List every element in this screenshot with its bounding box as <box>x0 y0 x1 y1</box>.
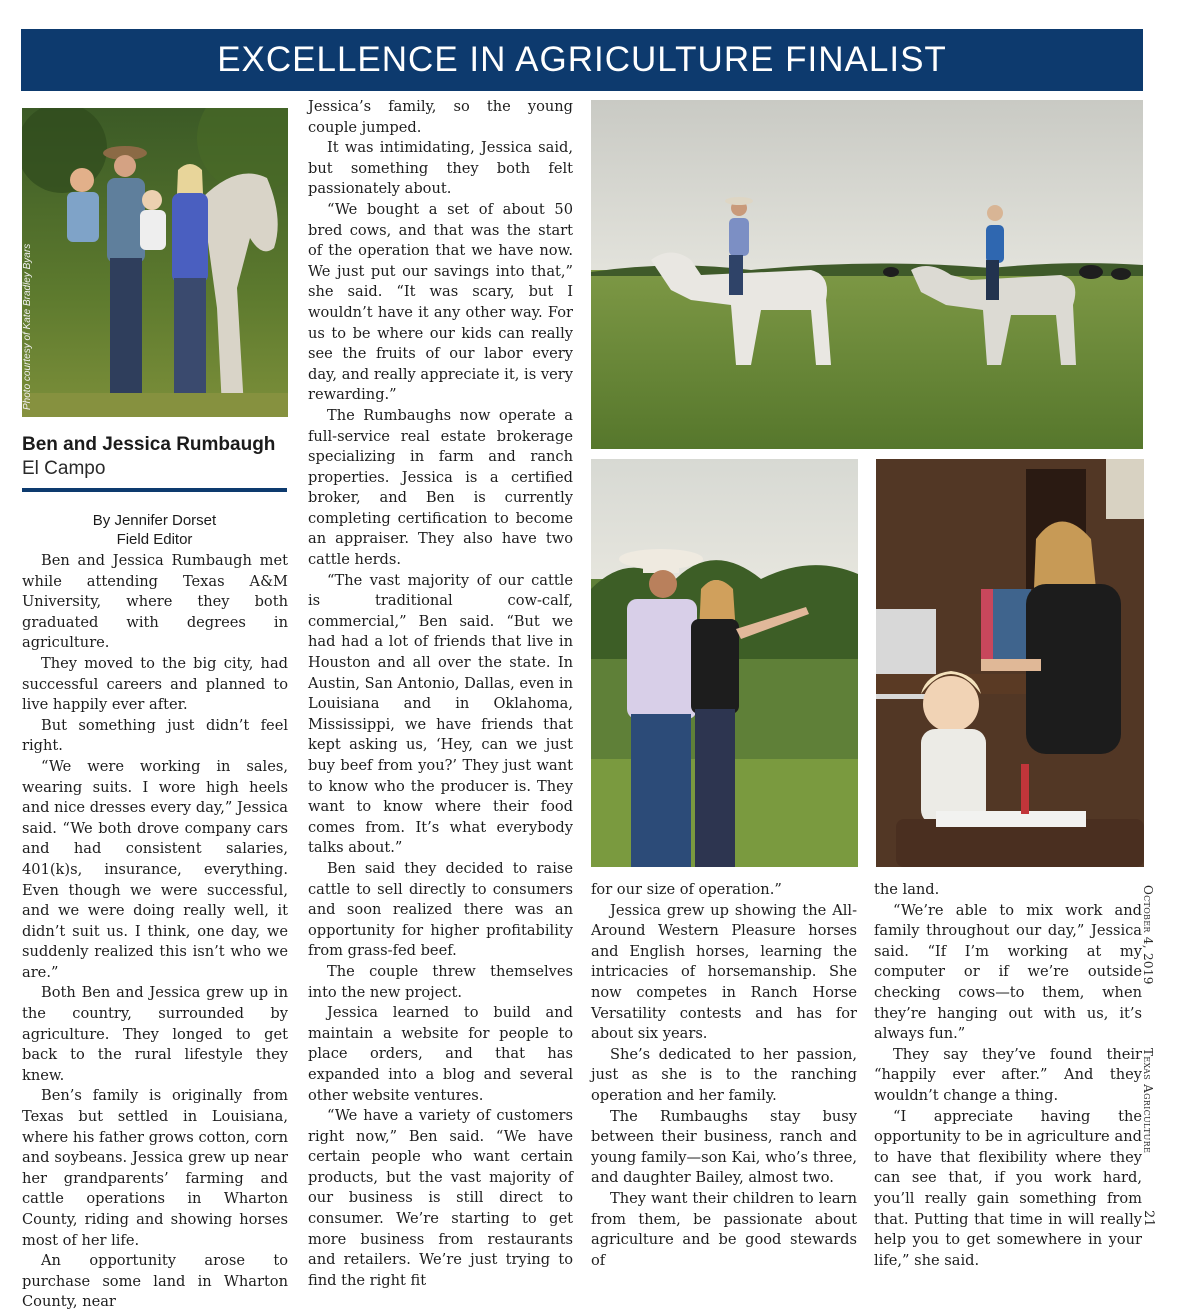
home-office-photo <box>876 459 1144 867</box>
paragraph: They want their children to learn from them, be passionate about agriculture and be good stewards of <box>591 1189 857 1269</box>
paragraph: the land. <box>874 881 940 898</box>
paragraph: Jessica’s family, so the young couple jumped. <box>308 98 573 136</box>
banner-title: EXCELLENCE IN AGRICULTURE FINALIST <box>217 40 947 79</box>
paragraph: “The vast majority of our cattle is traditional cow-calf, commercial,” Ben said. “But we had had a lot of friends that live in Houston and all over the state. In Austin, San Antonio, Dallas, even in Louisiana and in Oklahoma, Mississippi, we have friends that kept asking us, ‘Hey, can we just buy beef from you?’ They just want to know who the producer is. They want to know where their food comes from. It’s what everybody talks about.” <box>308 571 573 857</box>
byline-role: Field Editor <box>116 531 193 548</box>
photo-credit: Photo courtesy of Kate Bradley Byars <box>22 243 33 410</box>
heading-rule <box>22 488 287 492</box>
paragraph: “We have a variety of customers right now,” Ben said. “We have certain people who want certain products, but the vast majority of our business is still direct to consumer. We’re starting to get more business from restaurants and retailers. We’re just trying to find the right fit <box>308 1107 573 1289</box>
article-column-1 <box>22 551 288 1313</box>
article-column-2 <box>308 97 573 1291</box>
page-number: 21 <box>1141 1210 1156 1228</box>
byline-author: By Jennifer Dorset <box>92 512 217 529</box>
paragraph: Ben and Jessica Rumbaugh met while attending Texas A&M University, where they both graduated with degrees in agriculture. <box>22 552 288 652</box>
section-banner <box>21 29 1143 91</box>
horseback-riding-photo <box>591 100 1143 449</box>
paragraph: An opportunity arose to purchase some land in Wharton County, near <box>22 1252 288 1311</box>
paragraph: It was intimidating, Jessica said, but something they both felt passionately about. <box>308 139 573 198</box>
paragraph: “I appreciate having the opportunity to be in agriculture and to have that flexibility where they can see that, if you work hard, you’ll really gain something from that. Putting that time in will really help you to get somewhere in your life,” she said. <box>874 1107 1142 1269</box>
paragraph: The couple threw themselves into the new project. <box>308 962 573 1001</box>
paragraph: for our size of operation.” <box>591 881 782 898</box>
profile-names: Ben and Jessica Rumbaugh <box>22 434 276 455</box>
paragraph: “We’re able to mix work and family throughout our day,” Jessica said. “If I’m working at my computer or if we’re outside checking cows—to them, when they’re hanging out with us, it’s always fun.” <box>874 901 1142 1043</box>
family-portrait-photo <box>22 108 288 417</box>
paragraph: She’s dedicated to her passion, just as she is to the ranching operation and her family. <box>591 1045 857 1104</box>
paragraph: The Rumbaughs stay busy between their business, ranch and young family—son Kai, who’s three, and daughter Bailey, almost two. <box>591 1107 857 1187</box>
paragraph: Ben said they decided to raise cattle to sell directly to consumers and soon realized there was an opportunity for higher profitability from grass-fed beef. <box>308 859 573 960</box>
profile-town: El Campo <box>22 458 106 479</box>
paragraph: “We were working in sales, wearing suits. I wore high heels and nice dresses every day,” Jessica said. “We both drove company cars and had consistent salaries, 401(k)s, insurance, everything. Even though we were successful, and we were doing really well, it didn’t suit us. I think, one day, we suddenly realized this isn’t who we are.” <box>22 757 288 981</box>
paragraph: The Rumbaughs now operate a full-service real estate brokerage specializing in farm and ranch properties. Jessica is a certified broker, and Ben is currently completing certification to become an appraiser. They also have two cattle herds. <box>308 406 573 569</box>
issue-date: October 4, 2019 <box>1141 885 1155 985</box>
paragraph: They moved to the big city, had successful careers and planned to live happily ever after. <box>22 654 288 714</box>
paragraph: “We bought a set of about 50 bred cows, and that was the start of the operation that we have now. We just put our savings into that,” she said. “It was scary, but I wouldn’t have it any other way. For us to be where our kids can really see the fruits of our labor every day, and really appreciate it, is very rewarding.” <box>308 200 573 404</box>
paragraph: Both Ben and Jessica grew up in the country, surrounded by agriculture. They longed to get back to the rural lifestyle they knew. <box>22 984 288 1084</box>
paragraph: Jessica learned to build and maintain a website for people to place orders, and that has expanded into a blog and several other website ventures. <box>308 1004 573 1104</box>
paragraph: Jessica grew up showing the All-Around Western Pleasure horses and English horses, learning the intricacies of horsemanship. She now competes in Ranch Horse Versatility contests and has for about six years. <box>591 901 857 1043</box>
byline <box>22 511 287 549</box>
pasture-conversation-photo <box>591 459 858 867</box>
publication-name: Texas Agriculture <box>1141 1048 1155 1154</box>
paragraph: Ben’s family is originally from Texas but settled in Louisiana, where his father grows cotton, corn and soybeans. Jessica grew up near her grandparents’ farming and cattle operations in Wharton County, riding and showing horses most of her life. <box>22 1087 288 1249</box>
paragraph: They say they’ve found their “happily ever after.” And they wouldn’t change a thing. <box>874 1045 1142 1104</box>
paragraph: But something just didn’t feel right. <box>22 716 288 755</box>
article-column-4 <box>874 880 1142 1271</box>
article-column-3 <box>591 880 857 1271</box>
